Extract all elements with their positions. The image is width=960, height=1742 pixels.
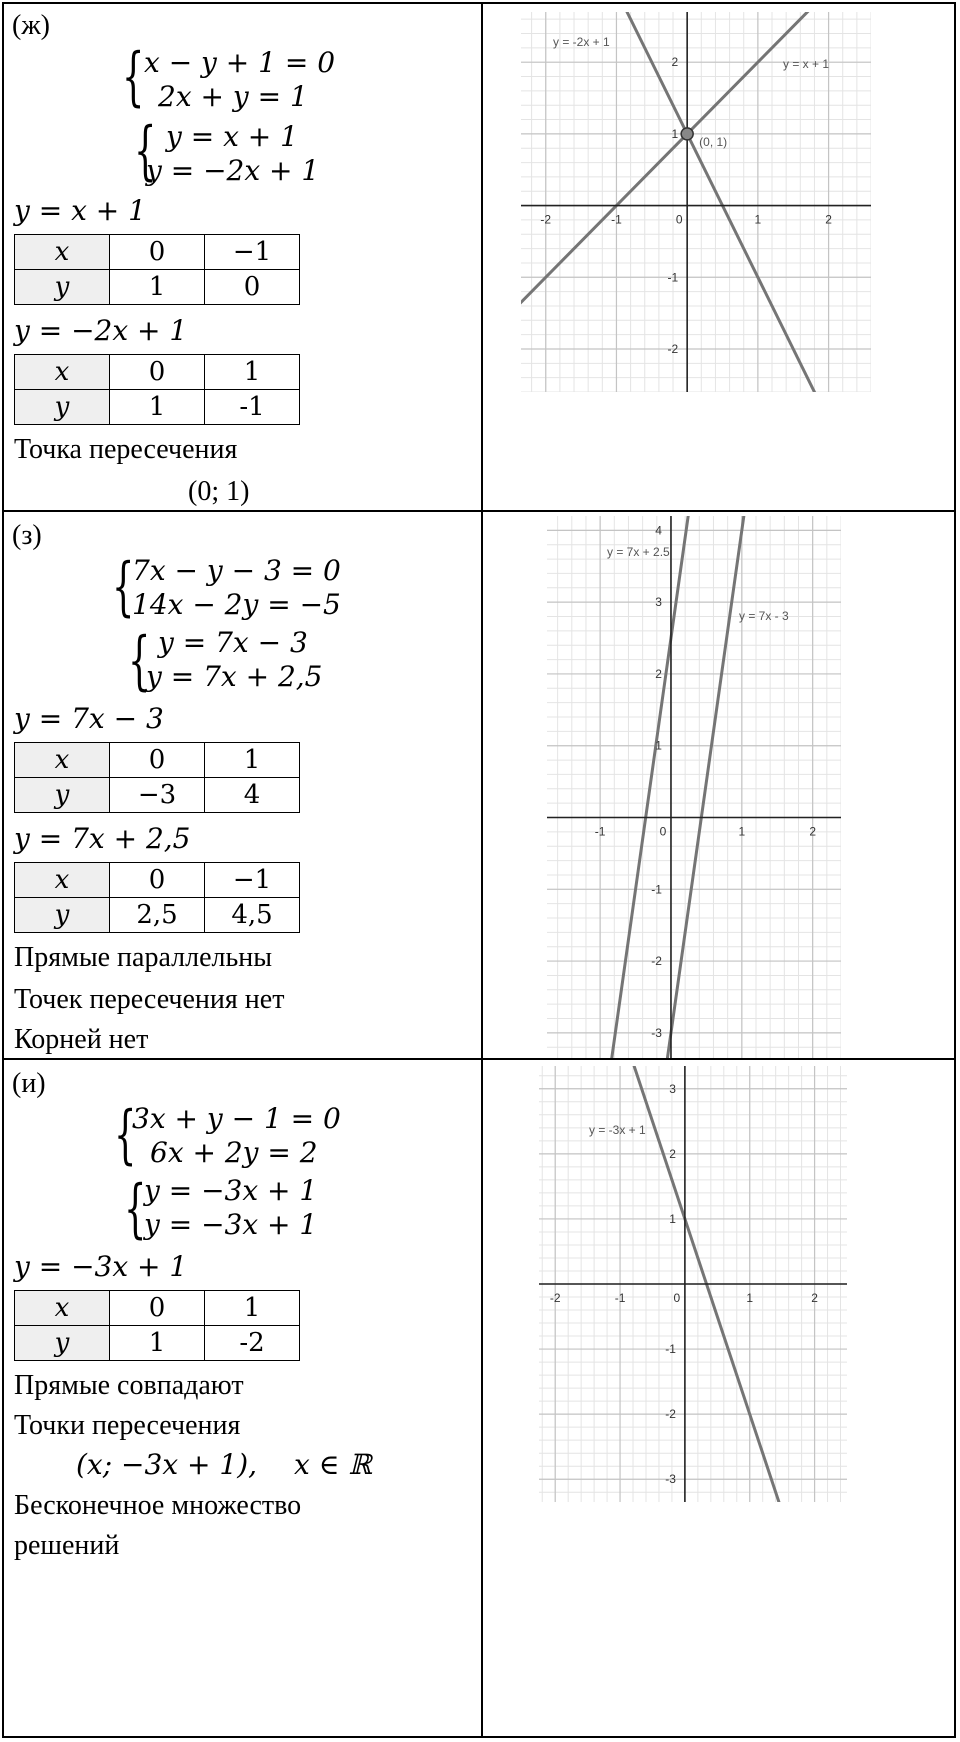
series-label: y = 7x - 3 <box>739 609 789 623</box>
x-tick-label: 2 <box>809 824 817 839</box>
section-label: (и) <box>12 1068 46 1099</box>
y-tick-label: 1 <box>671 126 679 141</box>
y-tick-label: -1 <box>651 882 662 897</box>
x-tick-label: 0 <box>659 824 667 839</box>
x-tick-label: -2 <box>540 212 552 227</box>
graph-z <box>483 512 953 1058</box>
table-cell: x <box>15 743 110 778</box>
series-label: y = x + 1 <box>783 57 830 71</box>
table-cell: 1 <box>205 355 300 390</box>
section-z-solution <box>4 512 481 1058</box>
x-tick-label: 1 <box>738 824 746 839</box>
note-text: Точек пересечения нет <box>14 984 285 1015</box>
x-tick-label: -1 <box>594 824 606 839</box>
table-cell: x <box>15 1291 110 1326</box>
table-cell: y <box>15 270 110 305</box>
y-tick-label: 1 <box>669 1211 676 1226</box>
note-text: Прямые совпадают <box>14 1370 244 1401</box>
values-table <box>14 354 300 425</box>
y-tick-label: 4 <box>655 523 662 538</box>
y-tick-label: 2 <box>669 1146 676 1161</box>
x-tick-label: -1 <box>614 1291 626 1305</box>
system-brace: { <box>124 1172 147 1246</box>
answer-text: (x; −3x + 1), <box>76 1448 258 1481</box>
table-cell: 1 <box>110 270 205 305</box>
plot-area <box>483 512 912 1058</box>
function-label: y = x + 1 <box>14 194 146 227</box>
series-line <box>483 4 942 374</box>
values-table <box>14 234 300 305</box>
table-cell: −3 <box>110 778 205 813</box>
series-label: y = -3x + 1 <box>589 1123 646 1137</box>
answer-domain: x ∈ ℝ <box>294 1448 372 1481</box>
y-tick-label: -1 <box>667 270 679 285</box>
plot-area <box>483 1060 912 1736</box>
section-label: (ж) <box>12 10 50 41</box>
section-zh <box>2 2 956 512</box>
system-brace: { <box>112 550 135 624</box>
x-tick-label: 0 <box>675 212 683 227</box>
table-cell: 4,5 <box>205 898 300 933</box>
note-text: Точка пересечения <box>14 434 238 465</box>
y-tick-label: 1 <box>655 738 662 753</box>
system-equation: 14x − 2y = −5 <box>132 588 341 621</box>
table-cell: x <box>15 863 110 898</box>
system-equation: y = −2x + 1 <box>146 154 320 187</box>
table-cell: 0 <box>110 1291 205 1326</box>
section-zh-graph <box>483 4 954 510</box>
x-tick-label: -1 <box>611 212 622 227</box>
y-tick-label: -2 <box>651 954 662 969</box>
note-text: решений <box>14 1530 120 1561</box>
graph-i <box>483 1060 953 1736</box>
values-table <box>14 1290 300 1361</box>
function-label: y = 7x − 3 <box>14 702 164 735</box>
y-tick-label: 2 <box>671 55 679 70</box>
y-tick-label: 2 <box>655 666 662 681</box>
system-equation: y = 7x − 3 <box>158 626 308 659</box>
series-line <box>483 512 912 1058</box>
table-cell: 0 <box>110 235 205 270</box>
table-cell: y <box>15 898 110 933</box>
system-equation: y = −3x + 1 <box>144 1208 318 1241</box>
y-tick-label: -1 <box>665 1342 676 1357</box>
y-tick-label: -2 <box>667 341 679 356</box>
table-cell: 0 <box>110 863 205 898</box>
y-tick-label: 3 <box>669 1081 676 1096</box>
system-equation: 6x + 2y = 2 <box>150 1136 318 1169</box>
table-cell: -1 <box>205 390 300 425</box>
table-cell: 1 <box>205 1291 300 1326</box>
system-brace: { <box>122 40 145 114</box>
note-text: Прямые параллельны <box>14 942 273 973</box>
section-label: (з) <box>12 520 42 551</box>
system-equation: x − y + 1 = 0 <box>144 46 336 79</box>
system-brace: { <box>134 114 157 188</box>
graph-zh <box>483 4 953 510</box>
system-equation: 3x + y − 1 = 0 <box>132 1102 341 1135</box>
table-cell: y <box>15 1326 110 1361</box>
y-tick-label: 3 <box>655 595 662 610</box>
section-z-graph <box>483 512 954 1058</box>
note-text: Бесконечное множество <box>14 1490 302 1521</box>
system-equation: 2x + y = 1 <box>158 80 308 113</box>
note-text: Точки пересечения <box>14 1410 241 1441</box>
table-cell: 1 <box>110 1326 205 1361</box>
system-brace: { <box>114 1098 137 1172</box>
table-cell: y <box>15 390 110 425</box>
table-cell: 2,5 <box>110 898 205 933</box>
values-table <box>14 862 300 933</box>
function-label: y = 7x + 2,5 <box>14 822 191 855</box>
function-label: y = −2x + 1 <box>14 314 188 347</box>
table-cell: x <box>15 235 110 270</box>
note-text: Корней нет <box>14 1024 149 1055</box>
table-cell: 1 <box>205 743 300 778</box>
y-tick-label: -3 <box>665 1472 676 1487</box>
series-label: y = 7x + 2.5 <box>607 545 670 559</box>
table-cell: 0 <box>110 743 205 778</box>
y-tick-label: -2 <box>665 1407 676 1422</box>
section-zh-solution <box>4 4 481 510</box>
x-tick-label: 2 <box>811 1291 818 1305</box>
solutions-page <box>2 2 956 1738</box>
table-cell: 1 <box>110 390 205 425</box>
system-equation: y = −3x + 1 <box>144 1174 318 1207</box>
table-cell: −1 <box>205 235 300 270</box>
table-cell: y <box>15 778 110 813</box>
section-i-solution <box>4 1060 481 1736</box>
table-cell: -2 <box>205 1326 300 1361</box>
series-label: y = -2x + 1 <box>553 35 610 49</box>
x-tick-label: -2 <box>549 1291 561 1305</box>
system-brace: { <box>128 624 151 698</box>
y-tick-label: -3 <box>651 1025 662 1040</box>
section-i <box>2 1058 956 1738</box>
section-z <box>2 510 956 1060</box>
answer-text: (0; 1) <box>188 476 250 507</box>
table-cell: −1 <box>205 863 300 898</box>
x-tick-label: 1 <box>746 1291 754 1305</box>
point-label: (0, 1) <box>699 134 728 149</box>
system-equation: 7x − y − 3 = 0 <box>132 554 341 587</box>
intersection-point <box>681 128 693 140</box>
series-line <box>483 512 912 1058</box>
function-label: y = −3x + 1 <box>14 1250 188 1283</box>
x-tick-label: 2 <box>825 212 832 227</box>
table-cell: 0 <box>205 270 300 305</box>
plot-area <box>483 4 942 510</box>
table-cell: x <box>15 355 110 390</box>
x-tick-label: 0 <box>673 1291 681 1305</box>
table-cell: 0 <box>110 355 205 390</box>
table-cell: 4 <box>205 778 300 813</box>
section-i-graph <box>483 1060 954 1736</box>
x-tick-label: 1 <box>754 212 762 227</box>
system-equation: y = x + 1 <box>166 120 298 153</box>
system-equation: y = 7x + 2,5 <box>146 660 323 693</box>
series-line <box>483 4 942 510</box>
values-table <box>14 742 300 813</box>
